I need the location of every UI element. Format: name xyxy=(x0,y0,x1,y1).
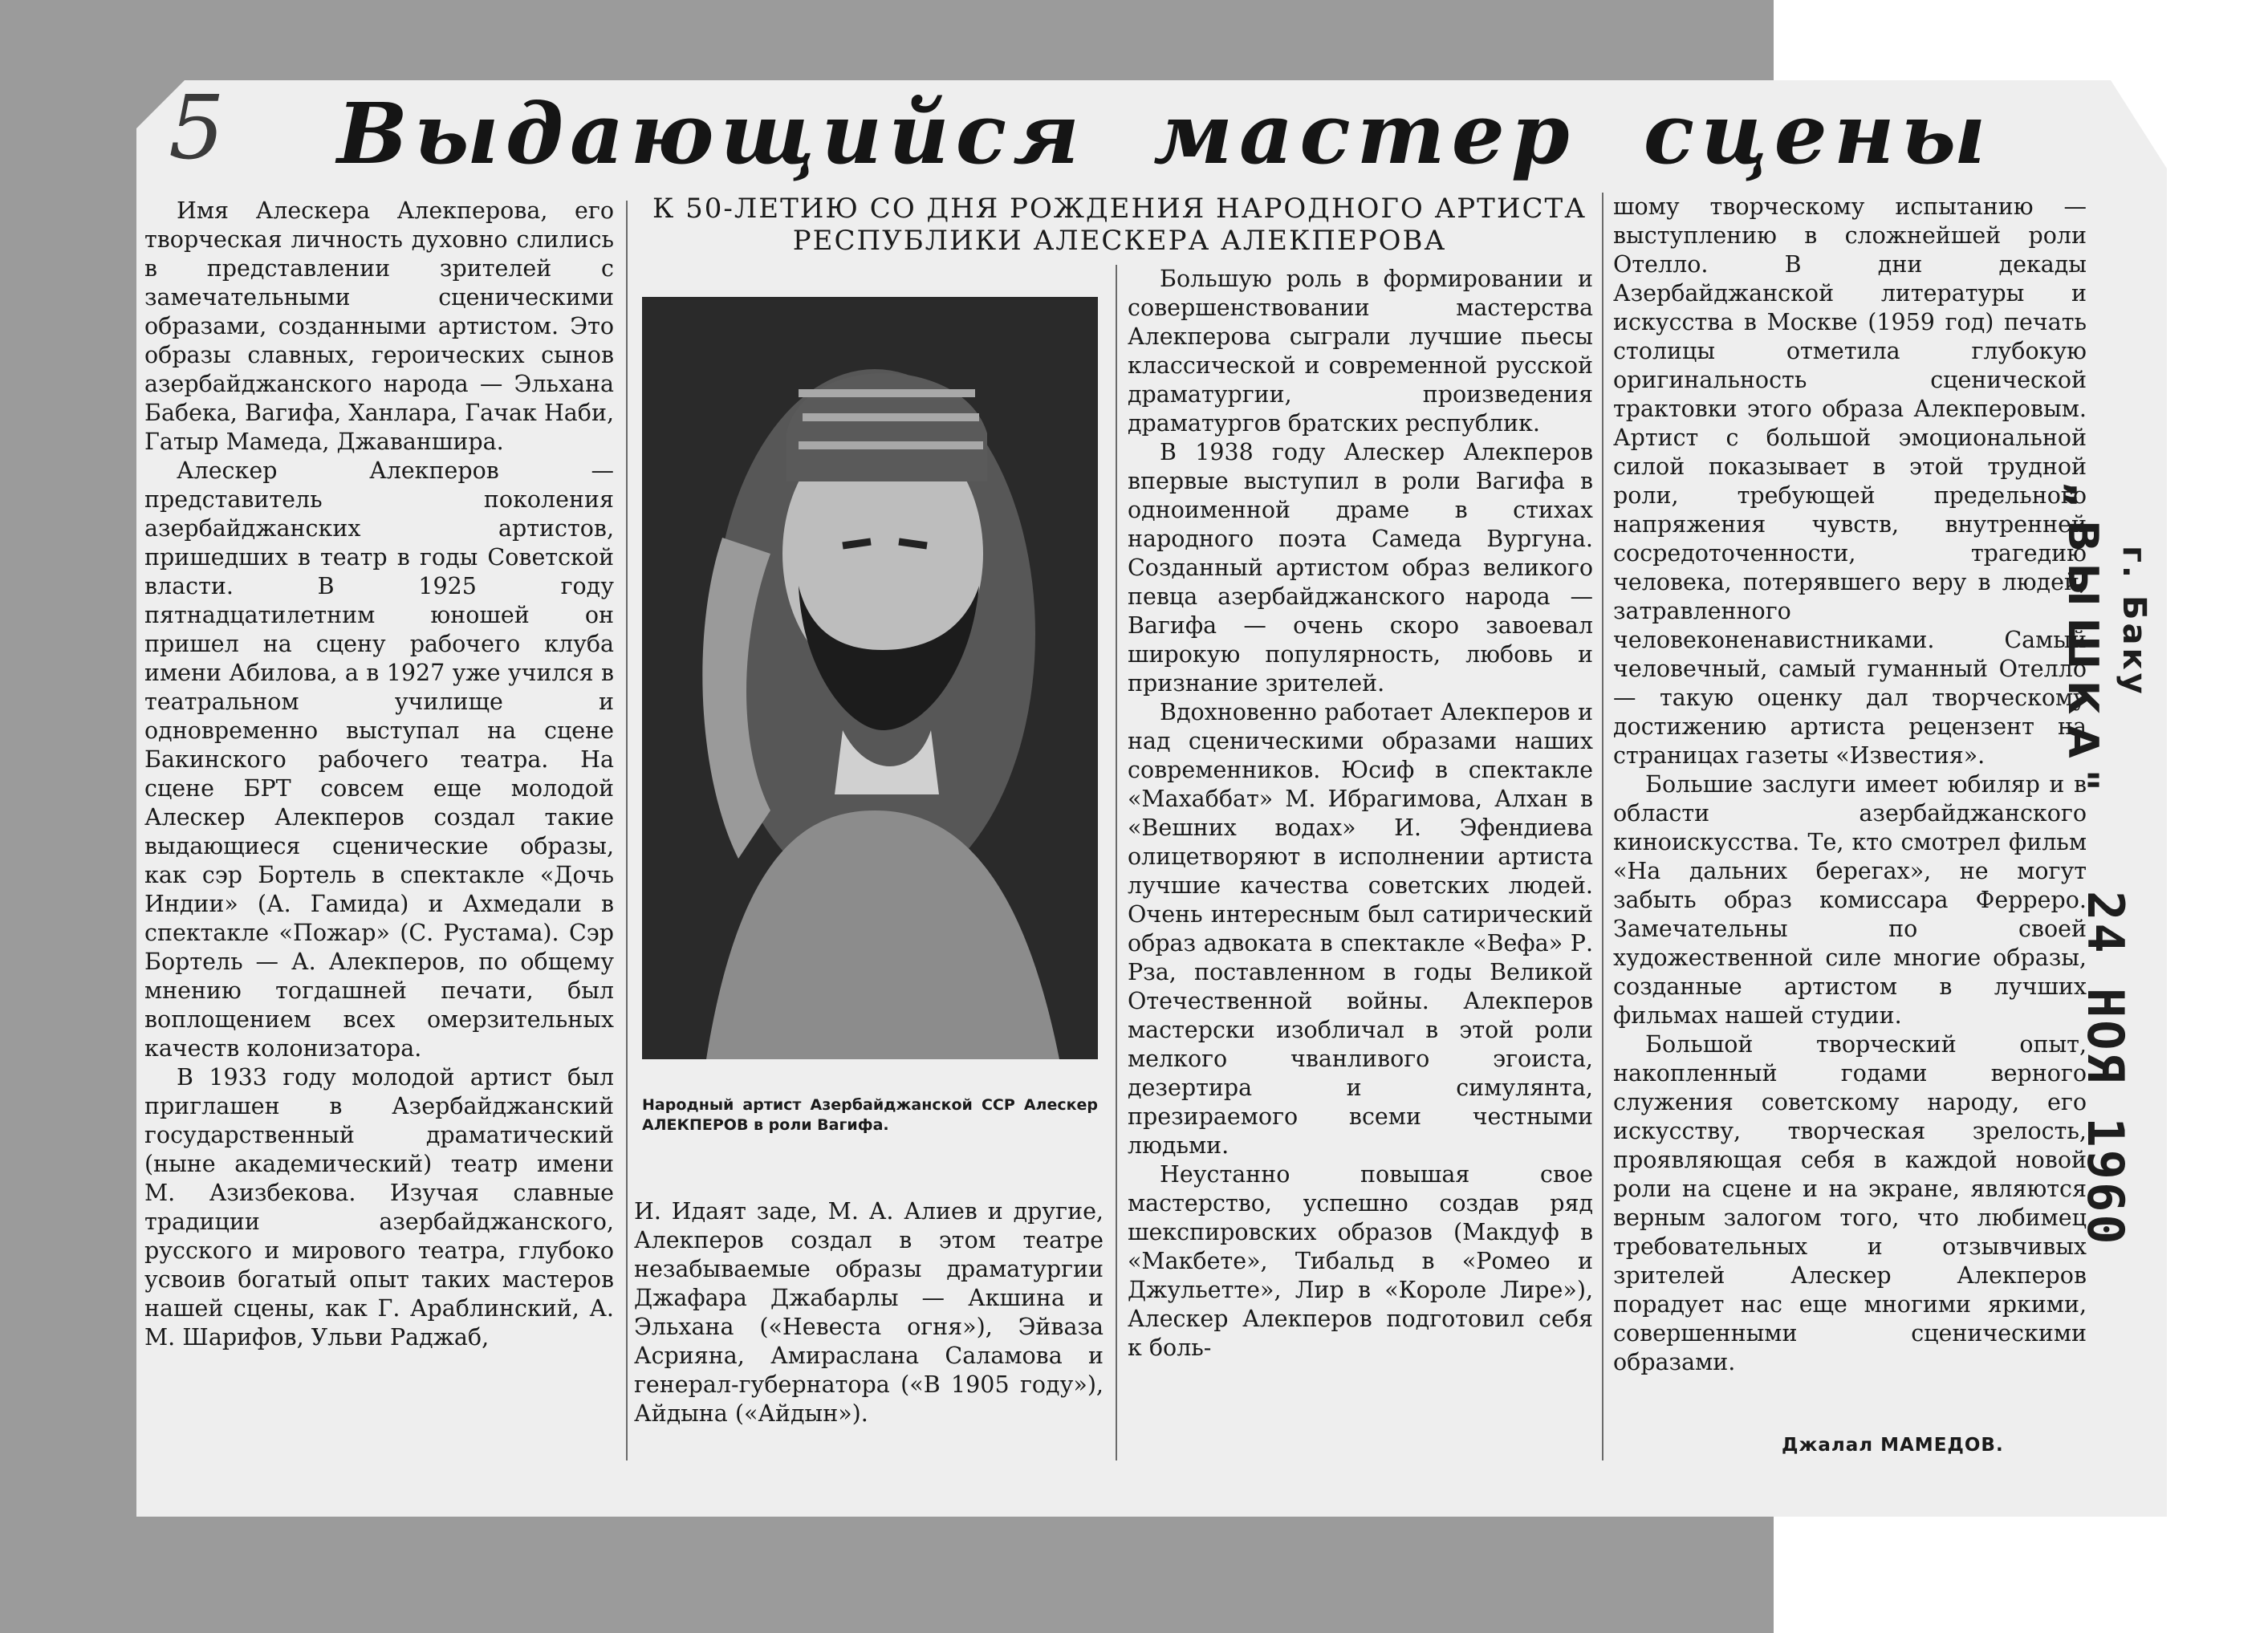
paragraph: Алескер Алекперов — представитель поколения азербайджанских артистов, пришедших в театр в годы Советской власти. В 1925 году пятнадцатилетним юношей он пришел на сцену рабочего клуба имени Абилова, а в 1927 уже учился в театральном училище и одновременно выступал на сцене Бакинского рабочего театра. На сцене БРТ совсем еще молодой Алескер Алекперов создал такие выдающиеся сценические образы, как сэр Бортель в спектакле «Дочь Индии» (А. Гамида) и Ахмедали в спектакле «Пожар» (С. Рустама). Сэр Бортель — А. Алекперов, по общему мнению тогдашней печати, был воплощением всех омерзительных качеств колонизатора. xyxy=(144,457,614,1062)
paragraph: В 1933 году молодой артист был приглашен в Азербайджанский государственный драматический (ныне академический) театр имени М. Азизбекова. Изучая славные традиции азербайджанского, русского и мирового театра, глубоко усвоив богатый опыт таких мастеров нашей сцены, как Г. Араблинский, А. М. Шарифов, Ульви Раджаб, xyxy=(144,1064,614,1351)
author-signature: Джалал МАМЕДОВ. xyxy=(1782,1435,2004,1456)
article-headline: Выдающийся мастер сцены xyxy=(337,84,1993,183)
paragraph: Неустанно повышая свое мастерство, успешно создав ряд шекспировских образов (Макдуф в «Макбете», Тибальд в «Ромео и Джульетте», Лир в «Короле Лире»), Алескер Алекперов подготовил себя к боль- xyxy=(1128,1161,1593,1361)
handwritten-page-number: 5 xyxy=(169,76,225,179)
article-column-2 xyxy=(634,1197,1104,1470)
article-column-4 xyxy=(1613,193,2087,1468)
portrait-illustration xyxy=(642,297,1098,1059)
paragraph: Большие заслуги имеет юбиляр и в области азербайджанского киноискусства. Те, кто смотрел фильм «На дальних берегах», не могут забыть образ комиссара Ферреро. Замечательны по своей художественной силе многие образы, созданные артистом в лучших фильмах нашей студии. xyxy=(1613,771,2087,1029)
photo-caption: Народный артист Азербайджанской ССР Алескер АЛЕКПЕРОВ в роли Вагифа. xyxy=(642,1096,1098,1134)
paragraph: Большой творческий опыт, накопленный годами верного служения советскому народу, его искусству, творческая зрелость, проявляющая себя в каждой новой роли на сцене и на экране, являются верным залогом того, что любимец требовательных и отзывчивых зрителей Алескер Алекперов порадует нас еще многими яркими, совершенными сценическими образами. xyxy=(1613,1031,2087,1375)
stamp-newspaper-name: „ВЫШКА" xyxy=(2059,481,2107,802)
article-column-1 xyxy=(144,197,614,1464)
paragraph: Вдохновенно работает Алекперов и над сценическими образами наших современников. Юсиф в спектакле «Махаббат» М. Ибрагимова, Алхан в «Вешних водах» И. Эфендиева олицетворяют в исполнении артиста лучшие качества советских людей. Очень интересным был сатирический образ адвоката в спектакле «Вефа» Р. Рза, поставленном в годы Великой Отечественной войны. Алекперов мастерски изобличал в этой роли мелкого чванливого эгоиста, дезертира и симулянта, презираемого всеми честными людьми. xyxy=(1128,699,1593,1159)
paragraph: шому творческому испытанию — выступлению в сложнейшей роли Отелло. В дни декады Азербайджанской литературы и искусства в Москве (1959 год) печать столицы отметила глубокую оригинальность сценической трактовки этого образа Алекперовым. Артист с большой эмоциональной силой показывает в этой трудной роли, требующей предельного напряжения чувств, внутренней сосредоточенности, трагедию человека, потерявшего веру в людей, затравленного человеконенавистниками. Самый человечный, самый гуманный Отелло — такую оценку дал творческому достижению артиста рецензент на страницах газеты «Известия». xyxy=(1613,193,2087,769)
paragraph: Большую роль в формировании и совершенствовании мастерства Алекперова сыграли лучшие пьесы классической и современной русской драматургии, произведения драматургов братских республик. xyxy=(1128,266,1593,437)
paragraph: Имя Алескера Алекперова, его творческая личность духовно слились в представлении зрителей с замечательными сценическими образами, созданными артистом. Это образы славных, героических сынов азербайджанского народа — Эльхана Бабека, Вагифа, Ханлара, Гачак Наби, Гатыр Мамеда, Джаваншира. xyxy=(144,197,614,455)
paragraph: В 1938 году Алескер Алекперов впервые выступил в роли Вагифа в одноименной драме в стихах народного поэта Самеда Вургуна. Созданный артистом образ великого певца азербайджанского народа — Вагифа — очень скоро завоевал широкую популярность, любовь и признание зрителей. xyxy=(1128,439,1593,697)
column-divider xyxy=(1116,265,1117,1460)
article-column-3 xyxy=(1128,265,1593,1460)
paragraph: И. Идаят заде, М. А. Алиев и другие, Алекперов создал в этом театре незабываемые образы драматургии Джафара Джабарлы — Акшина и Эльхана («Невеста огня»), Эйваза Асрияна, Амирасланa Саламова и генерал-губернатора («В 1905 году»), Айдына («Айдын»). xyxy=(634,1198,1104,1427)
article-subheading: К 50-ЛЕТИЮ СО ДНЯ РОЖДЕНИЯ НАРОДНОГО АРТИСТА РЕСПУБЛИКИ АЛЕСКЕРА АЛЕКПЕРОВА xyxy=(652,193,1587,257)
column-divider xyxy=(1602,193,1603,1460)
column-divider xyxy=(626,201,628,1460)
stamp-date: 24 НОЯ 1960 xyxy=(2076,891,2135,1247)
stamp-city: г. Баку xyxy=(2116,546,2152,697)
actor-portrait-photo xyxy=(642,297,1098,1059)
